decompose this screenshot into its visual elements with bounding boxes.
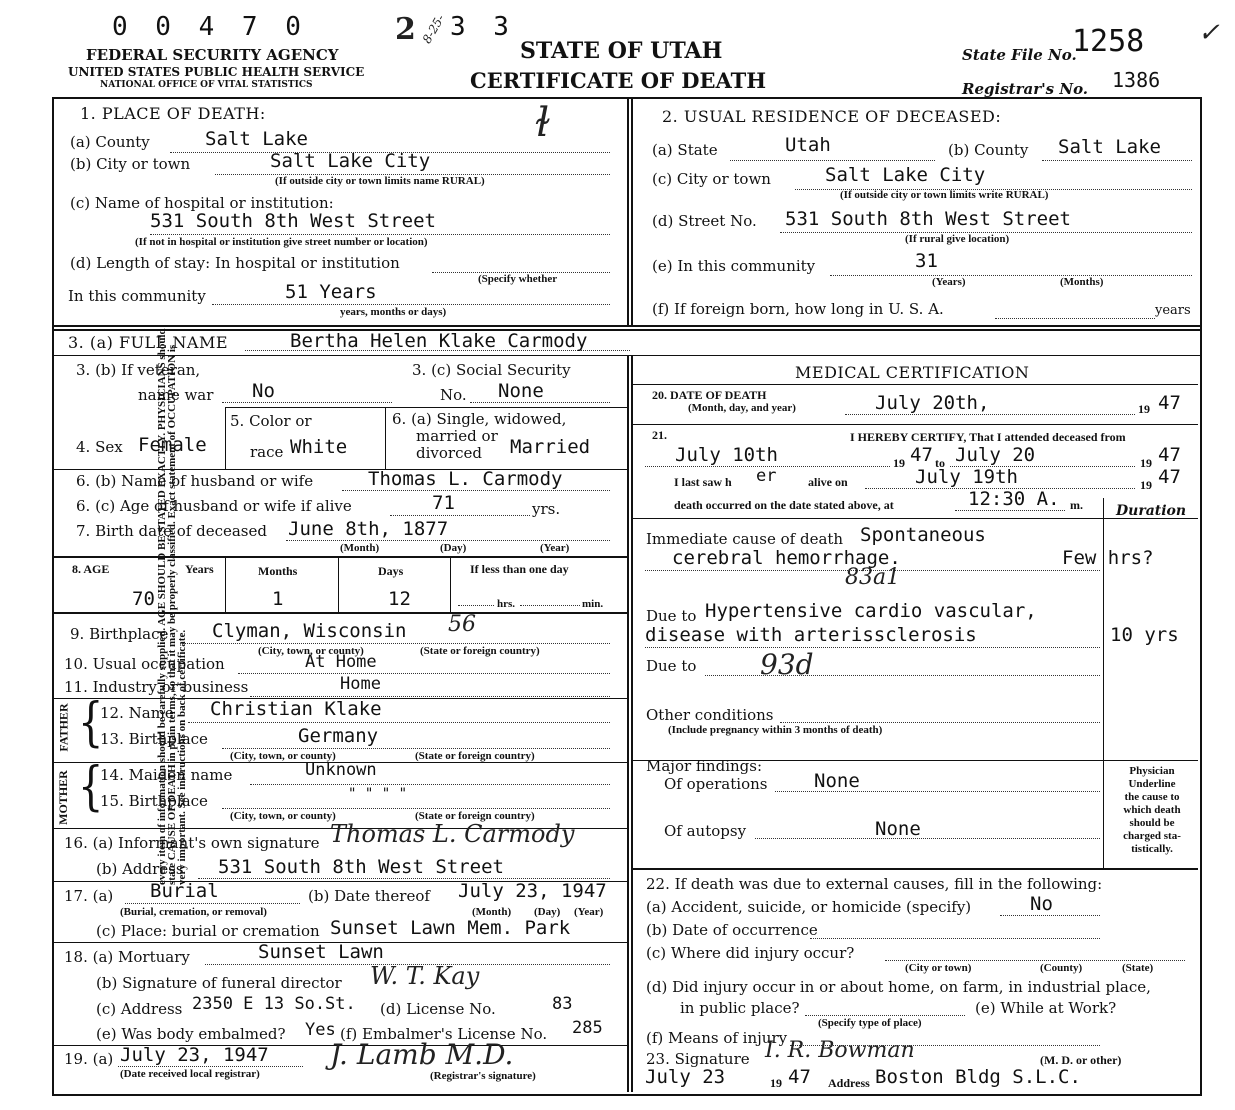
informant-sig-label: 16. (a) Informant's own signature [64,834,320,852]
external-a-value: No [1030,893,1053,915]
res-street: 531 South 8th West Street [785,208,1071,230]
injury-county-note: (County) [1040,962,1083,974]
duration-header: Duration [1116,503,1187,519]
physician-note-5: should be [1129,817,1175,829]
father-name: Christian Klake [210,698,382,720]
office-name: NATIONAL OFFICE OF VITAL STATISTICS [100,80,313,90]
divider-bottom [627,355,629,1092]
external-d-label-1: (d) Did injury occur in or about home, on farm, in industrial place, [646,978,1151,996]
ssn-value: None [498,380,544,402]
physician-signature: I. R. Bowman [765,1038,915,1063]
immediate-cause-2: cerebral hemorrhage. [672,547,901,569]
years-note: (Years) [932,276,966,288]
stamp-number: 0 0 4 7 0 [112,12,307,42]
res-community-label: (e) In this community [652,257,816,275]
external-d-label-2: in public place? [680,999,800,1017]
agency-name: FEDERAL SECURITY AGENCY [86,46,339,64]
yrs-label: yrs. [532,500,561,518]
director-signature: W. T. Kay [370,962,480,990]
certify-number: 21. [652,428,667,442]
res-city-label: (c) City or town [652,170,771,188]
spouse-label: 6. (b) Name of husband or wife [76,472,314,490]
years-header: Years [185,562,214,576]
last-saw-date: July 19th [915,466,1018,488]
immediate-label: Immediate cause of death [646,530,844,548]
received-label: 19. (a) [64,1050,114,1068]
mother-brace: { [78,757,104,817]
disposition-date: July 23, 1947 [458,880,607,902]
res-city: Salt Lake City [825,164,986,186]
full-name-label: 3. (a) FULL NAME [68,333,228,352]
res-city-note: (If outside city or town limits write RURAL) [840,189,1049,201]
mortuary-address: 2350 E 13 So.St. [192,994,356,1014]
ssn-label: 3. (c) Social Security [412,361,571,379]
disposition-note: (Burial, cremation, or removal) [120,906,267,918]
occupation-value: At Home [305,652,377,672]
state-country-note: (State or foreign country) [420,645,540,657]
father-city-note: (City, town, or county) [230,750,336,762]
operations-label: Of operations [664,775,768,793]
disp-day-note: (Day) [534,906,561,918]
father-side-label: FATHER [56,703,71,752]
due-to-1-duration: 10 yrs [1110,624,1179,646]
father-state-note: (State or foreign country) [415,750,535,762]
due2-label: Due to [646,657,697,675]
state-title: STATE OF UTAH [520,38,723,64]
disp-year-note: (Year) [574,906,604,918]
place-type-note: (Specify type of place) [818,1017,922,1029]
physician-note-7: tistically. [1131,843,1173,855]
death-city: Salt Lake City [270,150,431,172]
external-c-label: (c) Where did injury occur? [646,944,855,962]
license-label: (d) License No. [380,1000,496,1018]
attend-to-year: 47 [1158,444,1181,466]
city-county-note: (City, town, or county) [258,645,364,657]
embalmer-label: (f) Embalmer's License No. [340,1025,548,1043]
city-label: (b) City or town [70,155,191,173]
informant-address: 531 South 8th West Street [218,856,504,878]
months-header: Months [258,564,298,578]
disposition-label: 17. (a) [64,887,114,905]
physician-note [1108,765,1196,856]
signature-year: 47 [788,1066,811,1088]
community-note: years, months or days) [340,306,447,318]
age-months: 1 [272,588,284,610]
attend-to-century: 19 [1140,456,1152,470]
months-note: (Months) [1060,276,1104,288]
father-name-label: 12. Name [100,704,174,722]
specify-note: (Specify whether [478,273,558,285]
disposition-place-label: (c) Place: burial or cremation [96,922,320,940]
physician-note-6: charged sta- [1123,830,1181,842]
min-label: min. [582,598,604,610]
industry-label: 11. Industry or business [64,678,249,696]
birthplace-code: 56 [448,612,476,637]
mortuary-value: Sunset Lawn [258,941,384,963]
due1-label: Due to [646,607,697,625]
embalmed-value: Yes [305,1020,336,1040]
less-day-note: If less than one day [470,562,569,576]
injury-state-note: (State) [1122,962,1154,974]
res-state: Utah [785,134,831,156]
license-value: 83 [552,994,573,1014]
res-county: Salt Lake [1058,136,1161,158]
hospital-note: (If not in hospital or institution give street number or location) [135,236,428,248]
other-conditions-note: (Include pregnancy within 3 months of death) [668,724,883,736]
sig-century: 19 [770,1076,782,1090]
registrar-sig-note: (Registrar's signature) [430,1070,536,1082]
medical-heading: MEDICAL CERTIFICATION [795,363,1030,382]
side-line-1: every item of information should be carefully supplied. AGE SHOULD BE STATED EXACTLY. PHYSICIANS should [156,328,168,885]
certify-label: I HEREBY CERTIFY, That I attended deceased from [850,430,1126,444]
death-time: 12:30 A. [968,488,1060,510]
stamp-note: 8-25- [419,12,448,46]
res-community: 31 [915,250,938,272]
registrar-signature: J. Lamb M.D. [330,1038,514,1071]
mother-side-label: MOTHER [55,770,70,825]
mother-maiden-label: 14. Maiden name [100,766,233,784]
war-label: name war [138,386,214,404]
sig-address-label: Address [828,1076,870,1090]
state-file-label: State File No. [962,46,1077,64]
director-label: (b) Signature of funeral director [96,974,342,992]
attend-from-year: 47 [910,444,933,466]
divider-top [627,97,629,325]
disposition-place: Sunset Lawn Mem. Park [330,917,571,939]
father-birthplace: Germany [298,725,379,747]
registrar-number: 1386 [1112,68,1161,92]
autopsy-value: None [875,818,921,840]
res-state-label: (a) State [652,141,718,159]
place-of-death-heading: 1. PLACE OF DEATH: [80,104,266,123]
father-bp-label: 13. Birthplace [100,730,208,748]
attend-from-century: 19 [893,456,905,470]
physician-note-3: the cause to [1124,791,1180,803]
received-date: July 23, 1947 [120,1044,269,1066]
hrs-label: hrs. [497,598,516,610]
cause-code-1: 83a1 [845,565,901,590]
spouse-age: 71 [432,492,455,514]
mortuary-label: 18. (a) Mortuary [64,948,190,966]
age-years: 70 [132,588,155,610]
cause-code-2: 93d [760,648,814,681]
ssn-no-label: No. [440,386,467,404]
last-saw-century: 19 [1140,478,1152,492]
last-saw-pronoun: er [756,466,777,486]
physician-note-4: which death [1123,804,1181,816]
father-brace: { [78,693,104,753]
foreign-label: (f) If foreign born, how long in U. S. A. [652,300,944,318]
embalmer-value: 285 [572,1018,603,1038]
last-saw-year: 47 [1158,466,1181,488]
disp-month-note: (Month) [472,906,512,918]
autopsy-label: Of autopsy [664,822,747,840]
res-street-label: (d) Street No. [652,212,757,230]
immediate-duration: Few hrs? [1062,547,1154,569]
marital-label-2: married or [416,427,498,445]
war-value: No [252,380,275,402]
veteran-label: 3. (b) If veteran, [76,361,201,379]
dod-note: (Month, day, and year) [688,402,796,414]
spouse-name: Thomas L. Carmody [368,468,563,490]
stamp-mark: 2 [395,12,416,47]
embalmed-label: (e) Was body embalmed? [96,1025,286,1043]
external-e-label: (e) While at Work? [975,999,1117,1017]
disposition-date-label: (b) Date thereof [308,887,430,905]
external-f-label: (f) Means of injury [646,1029,788,1047]
birth-date-label: 7. Birth date of deceased [76,522,267,540]
mother-birthplace: " " " " [348,786,408,802]
stay-label: (d) Length of stay: In hospital or institution [70,254,400,272]
mother-city-note: (City, town, or county) [230,810,336,822]
physician-note-1: Physician [1129,765,1175,777]
alive-label: alive on [808,475,848,489]
informant-address-label: (b) Address [96,860,184,878]
side-line-2: state CAUSE OF DEATH in plain terms, so that it may be properly classified. Exact statement of OCCUPATION is [166,344,178,885]
injury-city-note: (City or town) [905,962,972,974]
registrar-label: Registrar's No. [962,80,1089,98]
side-line-3: very important. See instructions on back of certificate. [176,629,188,885]
due-to-1a: Hypertensive cardio vascular, [705,600,1037,622]
birth-date: June 8th, 1877 [288,518,449,540]
stamp-suffix: 3 3 [450,12,515,42]
external-a-label: (a) Accident, suicide, or homicide (specify) [646,898,972,916]
major-findings-label: Major findings: [646,757,763,775]
hospital-label: (c) Name of hospital or institution: [70,194,334,212]
color-label: 5. Color or [230,412,312,430]
county-label: (a) County [70,133,150,151]
spouse-age-label: 6. (c) Age of husband or wife if alive [76,497,352,515]
certificate-title: CERTIFICATE OF DEATH [470,68,767,93]
dod-label: 20. DATE OF DEATH [652,388,767,402]
attend-from: July 10th [675,444,778,466]
immediate-cause-1: Spontaneous [860,524,986,546]
foreign-unit: years [1155,303,1191,318]
industry-value: Home [340,674,381,694]
signature-address: Boston Bldg S.L.C. [875,1066,1081,1088]
birthplace-label: 9. Birthplace [70,625,169,643]
marital-label-1: 6. (a) Single, widowed, [392,410,567,428]
dod-century: 19 [1138,402,1150,416]
mother-bp-label: 15. Birthplace [100,792,208,810]
mother-state-note: (State or foreign country) [415,810,535,822]
month-note: (Month) [340,542,380,554]
sex-label: 4. Sex [76,438,123,456]
city-note: (If outside city or town limits name RURAL) [275,175,485,187]
hospital-name: 531 South 8th West Street [150,210,436,232]
mother-maiden: Unknown [305,760,377,780]
md-note: (M. D. or other) [1040,1053,1122,1067]
days-header: Days [378,564,404,578]
race-value: White [290,436,348,458]
res-county-label: (b) County [948,141,1029,159]
day-note: (Day) [440,542,467,554]
due-to-1b: disease with arterissclerosis [645,624,977,646]
external-b-label: (b) Date of occurrence [646,921,818,939]
mortuary-address-label: (c) Address [96,1000,183,1018]
m-label: m. [1070,498,1083,512]
occupation-label: 10. Usual occupation [64,655,225,673]
residence-heading: 2. USUAL RESIDENCE OF DECEASED: [662,107,1002,126]
tick-mark: ɫ [535,100,551,146]
year-note: (Year) [540,542,570,554]
received-note: (Date received local registrar) [120,1068,260,1080]
death-at-label: death occurred on the date stated above, at [674,498,894,512]
physician-note-2: Underline [1128,778,1176,790]
res-street-note: (If rural give location) [905,233,1010,245]
date-of-death: July 20th, [875,392,990,414]
attend-to: July 20 [955,444,1036,466]
external-heading: 22. If death was due to external causes, fill in the following: [646,875,1103,893]
service-name: UNITED STATES PUBLIC HEALTH SERVICE [68,65,365,79]
operations-value: None [814,770,860,792]
to-label: to [935,456,945,470]
full-name: Bertha Helen Klake Carmody [290,330,588,352]
marital-label-3: divorced [416,444,482,462]
check-mark-icon: ✓ [1198,18,1220,48]
community-label: In this community [68,287,206,305]
dod-year: 47 [1158,392,1181,414]
sex-value: Female [138,434,207,456]
birthplace-value: Clyman, Wisconsin [212,620,407,642]
death-community: 51 Years [285,281,377,303]
last-saw-label: I last saw h [674,475,732,489]
signature-label: 23. Signature [646,1050,750,1068]
signature-date: July 23 [645,1066,726,1088]
race-label: race [250,443,284,461]
age-label: 8. AGE [72,562,110,576]
marital-value: Married [510,436,591,458]
informant-signature: Thomas L. Carmody [330,820,575,848]
disposition-value: Burial [150,880,219,902]
age-days: 12 [388,588,411,610]
other-conditions-label: Other conditions [646,706,774,724]
death-county: Salt Lake [205,128,308,150]
state-file-number: 1258 [1072,24,1145,59]
